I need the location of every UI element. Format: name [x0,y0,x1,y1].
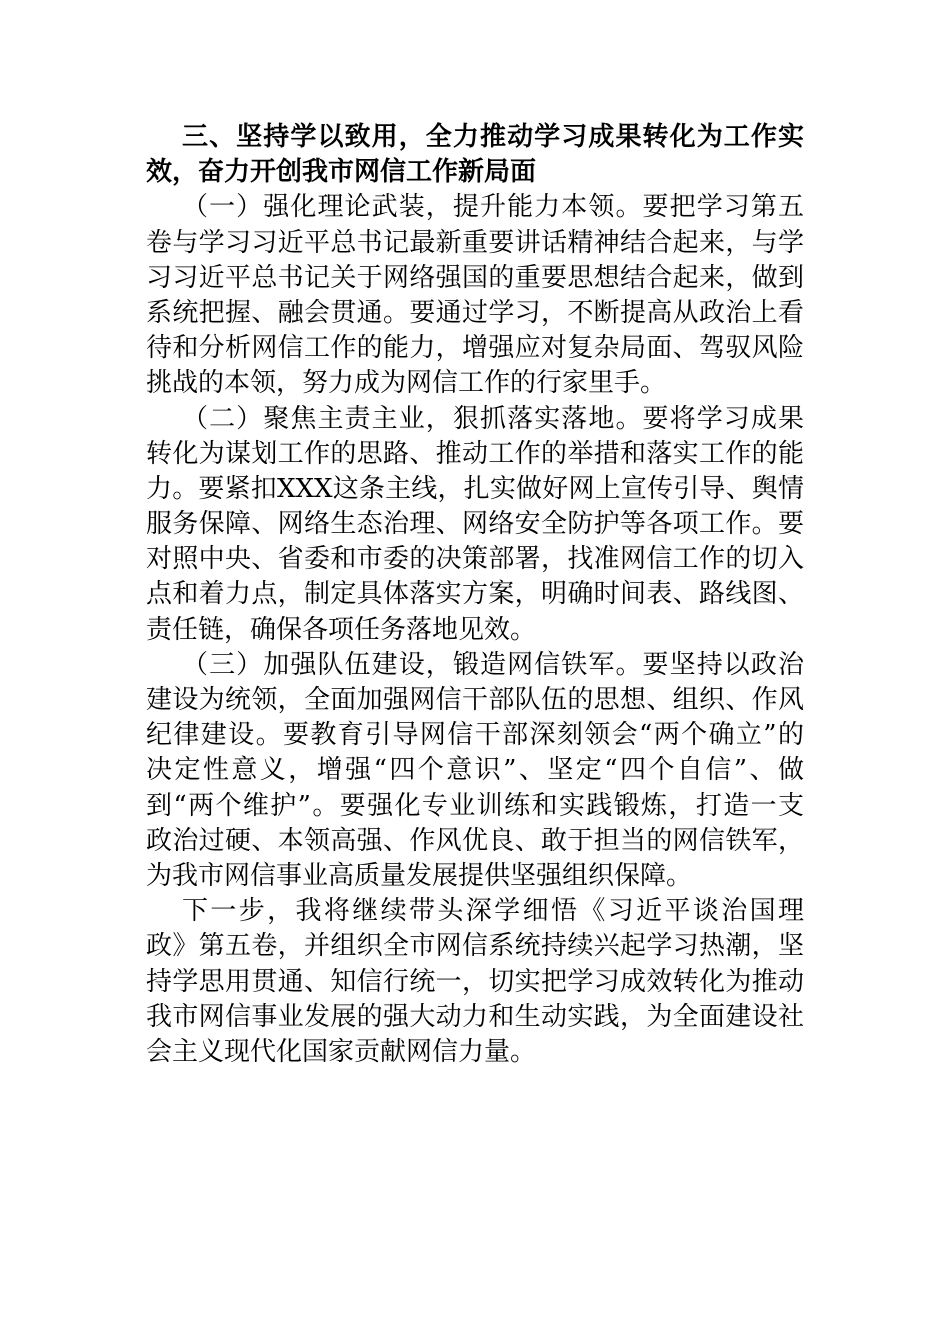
paragraph-line: 决定性意义，增强“四个意识”、坚定“四个自信”、做 [146,755,804,786]
heading-line: 三、坚持学以致用，全力推动学习成果转化为工作实 [182,122,804,152]
paragraph-line: 系统把握、融会贯通。要通过学习，不断提高从政治上看 [146,297,804,328]
paragraph-line: 待和分析网信工作的能力，增强应对复杂局面、驾驭风险 [146,333,804,364]
body-paragraph [146,648,804,894]
paragraph-line: 服务保障、网络生态治理、网络安全防护等各项工作。要 [146,509,804,540]
paragraph-line: 会主义现代化国家贡献网信力量。 [146,1036,537,1067]
document-page [146,120,804,1070]
paragraph-line: 为我市网信事业高质量发展提供坚强组织保障。 [146,860,693,891]
paragraph-line: 挑战的本领，努力成为网信工作的行家里手。 [146,368,667,399]
paragraph-line: 责任链，确保各项任务落地见效。 [146,614,537,645]
paragraph-line: 习习近平总书记关于网络强国的重要思想结合起来，做到 [146,262,804,293]
paragraph-line: 转化为谋划工作的思路、推动工作的举措和落实工作的能 [146,438,804,469]
paragraph-line: 政治过硬、本领高强、作风优良、敢于担当的网信铁军， [146,825,804,856]
paragraph-line: 点和着力点，制定具体落实方案，明确时间表、路线图、 [146,579,804,610]
paragraph-line: 力。要紧扣XXX这条主线，扎实做好网上宣传引导、舆情 [146,473,804,504]
body-paragraph [146,190,804,401]
paragraph-line: 我市网信事业发展的强大动力和生动实践，为全面建设社 [146,1001,804,1032]
paragraph-line: 建设为统领，全面加强网信干部队伍的思想、组织、作风 [146,685,804,715]
body-paragraph [146,894,804,1070]
body-paragraph [146,402,804,648]
paragraph-line: 卷与学习习近平总书记最新重要讲话精神结合起来，与学 [146,227,804,258]
paragraph-line: （三）加强队伍建设，锻造网信铁军。要坚持以政治 [182,649,804,680]
paragraph-line: 下一步，我将继续带头深学细悟《习近平谈治国理 [182,896,804,927]
paragraph-line: 持学思用贯通、知信行统一，切实把学习成效转化为推动 [146,966,804,997]
paragraph-line: 纪律建设。要教育引导网信干部深刻领会“两个确立”的 [146,720,804,751]
section-heading [146,120,804,190]
heading-line: 效，奋力开创我市网信工作新局面 [146,157,537,188]
paragraph-line: （一）强化理论武装，提升能力本领。要把学习第五 [182,192,804,223]
paragraph-line: 政》第五卷，并组织全市网信系统持续兴起学习热潮，坚 [146,931,804,962]
paragraph-line: （二）聚焦主责主业，狠抓落实落地。要将学习成果 [182,403,804,434]
paragraph-line: 到“两个维护”。要强化专业训练和实践锻炼，打造一支 [146,790,804,821]
paragraph-line: 对照中央、省委和市委的决策部署，找准网信工作的切入 [146,544,804,575]
